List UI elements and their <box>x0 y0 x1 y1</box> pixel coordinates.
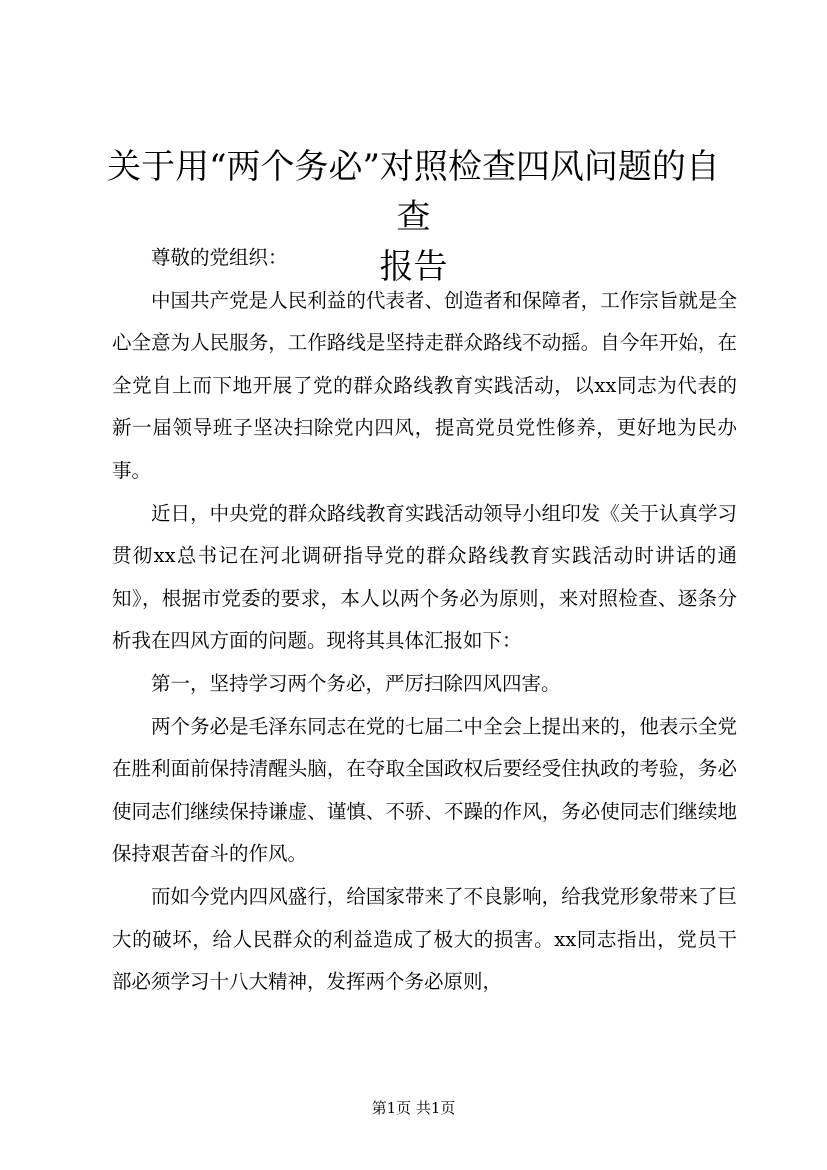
paragraph: 近日，中央党的群众路线教育实践活动领导小组印发《关于认真学习贯彻xx总书记在河北调研指导党的群众路线教育实践活动时讲话的通知》，根据市党委的要求，本人以两个务必为原则，来对照检查、逐条分析我在四风方面的问题。现将其具体汇报如下： <box>112 501 737 653</box>
section-heading: 第一，坚持学习两个务必，严厉扫除四风四害。 <box>151 671 561 695</box>
title-line-2: 报告 <box>379 247 448 287</box>
document-body <box>112 237 737 1004</box>
page-footer: 第1页 共1页 <box>371 1099 456 1117</box>
salutation: 尊敬的党组织： <box>151 246 288 269</box>
title-line-1: 关于用“两个务必”对照检查四风问题的自查 <box>107 147 720 237</box>
paragraph: 中国共产党是人民利益的代表者、创造者和保障者，工作宗旨就是全心全意为人民服务，工作路线是坚持走群众路线不动摇。自今年开始，在全党自上而下地开展了党的群众路线教育实践活动，以xx同志为代表的新一届领导班子坚决扫除党内四风，提高党员党性修养，更好地为民办事。 <box>112 288 737 482</box>
paragraph: 两个务必是毛泽东同志在党的七届二中全会上提出来的，他表示全党在胜利面前保持清醒头脑，在夺取全国政权后要经受住执政的考验，务必使同志们继续保持谦虚、谨慎、不骄、不躁的作风，务必使同志们继续地保持艰苦奋斗的作风。 <box>112 714 737 866</box>
paragraph: 而如今党内四风盛行，给国家带来了不良影响，给我党形象带来了巨大的破坏，给人民群众的利益造成了极大的损害。xx同志指出，党员干部必须学习十八大精神，发挥两个务必原则， <box>112 884 737 994</box>
